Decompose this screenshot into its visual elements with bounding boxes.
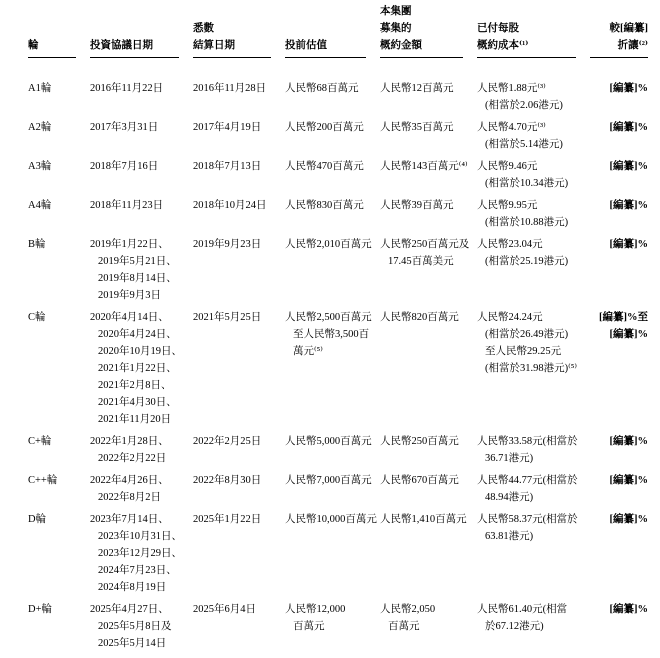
header-discount-label-2: 折讓⁽²⁾ (617, 40, 648, 51)
cell-discount (590, 158, 648, 192)
cell-line: A3輪 (28, 161, 52, 172)
cell-line: (相當於10.88港元) (485, 217, 569, 228)
cell-line: 2019年1月22日、 (90, 239, 169, 250)
cell-line: 人民幣1,410百萬元 (380, 514, 467, 525)
cell-pre-money-valuation (285, 601, 366, 652)
cell-cost-per-share (477, 433, 576, 467)
table-row (28, 158, 648, 192)
cell-line: 人民幣670百萬元 (380, 475, 459, 486)
cell-line: 2019年5月21日、 (98, 256, 177, 267)
cell-line: 36.71港元) (485, 453, 534, 464)
cell-line: 2021年5月25日 (193, 312, 262, 323)
cell-line: 2025年6月4日 (193, 604, 256, 615)
cell-cost-per-share (477, 601, 576, 652)
header-amount-raised-label-1: 本集團 (380, 6, 412, 17)
cell-line: [編纂]% (609, 200, 648, 211)
cell-line: 2018年11月23日 (90, 200, 164, 211)
cell-round (28, 433, 76, 467)
cell-line: 人民幣12百萬元 (380, 83, 454, 94)
cell-line: [編纂]% (609, 239, 648, 250)
cell-discount (590, 236, 648, 304)
header-amount-raised (380, 3, 463, 58)
cell-line: 人民幣24.24元 (477, 312, 543, 323)
table-header (28, 0, 648, 58)
cell-amount-raised (380, 511, 467, 596)
cell-line: 2016年11月28日 (193, 83, 267, 94)
cell-amount-raised (380, 433, 463, 467)
cell-line: 人民幣2,050 (380, 604, 436, 615)
cell-line: 2020年4月24日、 (98, 329, 177, 340)
cell-line: C+輪 (28, 436, 52, 447)
cell-line: 2021年1月22日、 (98, 363, 177, 374)
cell-settlement-date (193, 433, 271, 467)
cell-line: (相當於25.19港元) (485, 256, 569, 267)
header-pre-money-valuation-label: 投前估值 (285, 40, 327, 51)
cell-round (28, 236, 76, 304)
header-amount-raised-label-3: 概約金額 (380, 40, 422, 51)
table-row (28, 601, 648, 652)
header-settlement-date (193, 20, 271, 58)
cell-line: A4輪 (28, 200, 52, 211)
cell-line: 2022年2月25日 (193, 436, 262, 447)
cell-amount-raised (380, 309, 463, 428)
cell-amount-raised (380, 236, 470, 304)
cell-line: 2019年8月14日、 (98, 273, 177, 284)
cell-discount (590, 472, 648, 506)
cell-line: [編纂]% (609, 329, 648, 340)
cell-line: D輪 (28, 514, 47, 525)
cell-cost-per-share (477, 236, 576, 304)
cell-line: 人民幣58.37元(相當於 (477, 514, 578, 525)
cell-line: 人民幣250百萬元 (380, 436, 459, 447)
table-row (28, 472, 648, 506)
cell-line: 48.94港元) (485, 492, 534, 503)
header-agreement-date (90, 37, 179, 58)
cell-line: 於67.12港元) (485, 621, 544, 632)
cell-settlement-date (193, 197, 271, 231)
cell-agreement-date (90, 472, 179, 506)
cell-line: D+輪 (28, 604, 53, 615)
cell-line: 百萬元 (293, 621, 325, 632)
cell-line: 2018年7月13日 (193, 161, 262, 172)
cell-cost-per-share (477, 309, 576, 428)
cell-line: 2022年2月22日 (98, 453, 167, 464)
cell-agreement-date (90, 158, 179, 192)
cell-amount-raised (380, 197, 463, 231)
cell-line: A1輪 (28, 83, 52, 94)
cell-round (28, 119, 76, 153)
cell-line: 2021年11月20日 (98, 414, 172, 425)
header-settlement-date-label-2: 結算日期 (193, 40, 235, 51)
cell-line: 人民幣68百萬元 (285, 83, 359, 94)
cell-line: 17.45百萬美元 (388, 256, 454, 267)
cell-line: (相當於5.14港元) (485, 139, 563, 150)
cell-pre-money-valuation (285, 80, 366, 114)
cell-settlement-date (193, 236, 271, 304)
cell-line: 至人民幣29.25元 (485, 346, 562, 357)
cell-line: 人民幣9.46元 (477, 161, 538, 172)
header-amount-raised-label-2: 募集的 (380, 23, 412, 34)
cell-line: (相當於2.06港元) (485, 100, 563, 111)
table-row (28, 236, 648, 304)
cell-line: 萬元⁽⁵⁾ (293, 346, 323, 357)
cell-line: 2019年9月23日 (193, 239, 262, 250)
table-row (28, 433, 648, 467)
cell-cost-per-share (477, 197, 576, 231)
cell-line: 人民幣61.40元(相當 (477, 604, 568, 615)
cell-line: B輪 (28, 239, 46, 250)
cell-agreement-date (90, 309, 182, 428)
cell-line: [編纂]% (609, 514, 648, 525)
header-settlement-date-label-1: 悉數 (193, 23, 214, 34)
cell-round (28, 472, 76, 506)
header-pre-money-valuation (285, 37, 366, 58)
cell-agreement-date (90, 197, 179, 231)
cell-settlement-date (193, 472, 271, 506)
cell-line: 2021年4月30日、 (98, 397, 177, 408)
cell-line: 人民幣9.95元 (477, 200, 538, 211)
cell-settlement-date (193, 309, 271, 428)
cell-pre-money-valuation (285, 236, 372, 304)
cell-line: (相當於31.98港元)⁽⁵⁾ (485, 363, 577, 374)
cell-discount (590, 309, 648, 428)
cell-line: (相當於26.49港元) (485, 329, 569, 340)
cell-discount (590, 601, 648, 652)
cell-line: 人民幣12,000 (285, 604, 346, 615)
header-round-label: 輪 (28, 40, 39, 51)
cell-pre-money-valuation (285, 433, 372, 467)
cell-pre-money-valuation (285, 511, 377, 596)
cell-round (28, 511, 76, 596)
cell-line: 2022年8月2日 (98, 492, 161, 503)
cell-line: 2023年10月31日、 (98, 531, 182, 542)
cell-agreement-date (90, 511, 182, 596)
cell-line: 人民幣470百萬元 (285, 161, 364, 172)
cell-amount-raised (380, 80, 463, 114)
cell-line: 2021年2月8日、 (98, 380, 172, 391)
cell-amount-raised (380, 119, 463, 153)
cell-pre-money-valuation (285, 158, 366, 192)
cell-line: 63.81港元) (485, 531, 534, 542)
header-round (28, 37, 76, 58)
cell-settlement-date (193, 158, 271, 192)
cell-line: 2025年4月27日、 (90, 604, 169, 615)
cell-line: 人民幣7,000百萬元 (285, 475, 372, 486)
cell-agreement-date (90, 80, 179, 114)
cell-line: 2022年4月26日、 (90, 475, 169, 486)
cell-settlement-date (193, 80, 271, 114)
cell-line: [編纂]% (609, 604, 648, 615)
cell-discount (590, 80, 648, 114)
cell-line: 人民幣5,000百萬元 (285, 436, 372, 447)
table-body (0, 80, 660, 652)
cell-line: 2017年4月19日 (193, 122, 262, 133)
cell-line: 人民幣830百萬元 (285, 200, 364, 211)
cell-line: 人民幣39百萬元 (380, 200, 454, 211)
cell-agreement-date (90, 601, 179, 652)
cell-line: [編纂]% (609, 161, 648, 172)
cell-line: (相當於10.34港元) (485, 178, 569, 189)
cell-line: 2025年1月22日 (193, 514, 262, 525)
cell-cost-per-share (477, 472, 576, 506)
cell-line: 人民幣35百萬元 (380, 122, 454, 133)
cell-discount (590, 433, 648, 467)
cell-round (28, 158, 76, 192)
cell-cost-per-share (477, 511, 576, 596)
cell-discount (590, 511, 648, 596)
cell-line: [編纂]% (609, 436, 648, 447)
cell-line: 人民幣4.70元⁽³⁾ (477, 122, 546, 133)
cell-line: 2017年3月31日 (90, 122, 159, 133)
cell-line: C輪 (28, 312, 46, 323)
cell-round (28, 80, 76, 114)
cell-settlement-date (193, 119, 271, 153)
header-cost-per-share-label-2: 概約成本⁽¹⁾ (477, 40, 529, 51)
cell-line: 人民幣200百萬元 (285, 122, 364, 133)
cell-round (28, 197, 76, 231)
cell-round (28, 309, 76, 428)
header-cost-per-share (477, 20, 576, 58)
cell-amount-raised (380, 472, 463, 506)
cell-pre-money-valuation (285, 119, 366, 153)
cell-settlement-date (193, 511, 271, 596)
cell-line: 人民幣2,010百萬元 (285, 239, 372, 250)
cell-line: 2018年10月24日 (193, 200, 267, 211)
cell-line: 百萬元 (388, 621, 420, 632)
cell-line: 人民幣250百萬元及 (380, 239, 470, 250)
cell-line: 2018年7月16日 (90, 161, 159, 172)
cell-line: 人民幣44.77元(相當於 (477, 475, 578, 486)
cell-line: 2022年1月28日、 (90, 436, 169, 447)
cell-settlement-date (193, 601, 271, 652)
cell-cost-per-share (477, 158, 576, 192)
table-row (28, 309, 648, 428)
cell-line: 2019年9月3日 (98, 290, 161, 301)
cell-line: C++輪 (28, 475, 58, 486)
cell-line: 2020年10月19日、 (98, 346, 182, 357)
cell-line: 2023年7月14日、 (90, 514, 169, 525)
table-row (28, 119, 648, 153)
cell-line: 2025年5月8日及 (98, 621, 172, 632)
cell-line: 2023年12月29日、 (98, 548, 182, 559)
cell-agreement-date (90, 119, 179, 153)
cell-amount-raised (380, 158, 468, 192)
cell-amount-raised (380, 601, 463, 652)
cell-pre-money-valuation (285, 309, 372, 428)
header-cost-per-share-label-1: 已付每股 (477, 23, 519, 34)
cell-line: [編纂]%至 (599, 312, 648, 323)
cell-line: 2016年11月22日 (90, 83, 164, 94)
cell-cost-per-share (477, 80, 576, 114)
header-discount (590, 20, 648, 58)
cell-line: 人民幣143百萬元⁽⁴⁾ (380, 161, 468, 172)
cell-discount (590, 119, 648, 153)
cell-line: 人民幣23.04元 (477, 239, 543, 250)
cell-round (28, 601, 76, 652)
table-row (28, 80, 648, 114)
cell-line: 2020年4月14日、 (90, 312, 169, 323)
cell-line: [編纂]% (609, 122, 648, 133)
cell-line: 人民幣820百萬元 (380, 312, 459, 323)
cell-pre-money-valuation (285, 197, 366, 231)
header-discount-label-1: 較[編纂] (609, 23, 648, 34)
cell-cost-per-share (477, 119, 576, 153)
cell-pre-money-valuation (285, 472, 372, 506)
cell-line: 至人民幣3,500百 (293, 329, 370, 340)
cell-line: 2022年8月30日 (193, 475, 262, 486)
table-row (28, 197, 648, 231)
cell-line: 2024年8月19日 (98, 582, 167, 593)
header-agreement-date-label: 投資協議日期 (90, 40, 153, 51)
cell-line: 人民幣1.88元⁽³⁾ (477, 83, 546, 94)
cell-line: 2024年7月23日、 (98, 565, 177, 576)
cell-line: [編纂]% (609, 475, 648, 486)
cell-line: 2025年5月14日 (98, 638, 167, 649)
cell-line: 人民幣10,000百萬元 (285, 514, 377, 525)
cell-discount (590, 197, 648, 231)
cell-line: A2輪 (28, 122, 52, 133)
cell-agreement-date (90, 236, 179, 304)
cell-line: 人民幣33.58元(相當於 (477, 436, 578, 447)
cell-line: 人民幣2,500百萬元 (285, 312, 372, 323)
table-row (28, 511, 648, 596)
cell-line: [編纂]% (609, 83, 648, 94)
cell-agreement-date (90, 433, 179, 467)
